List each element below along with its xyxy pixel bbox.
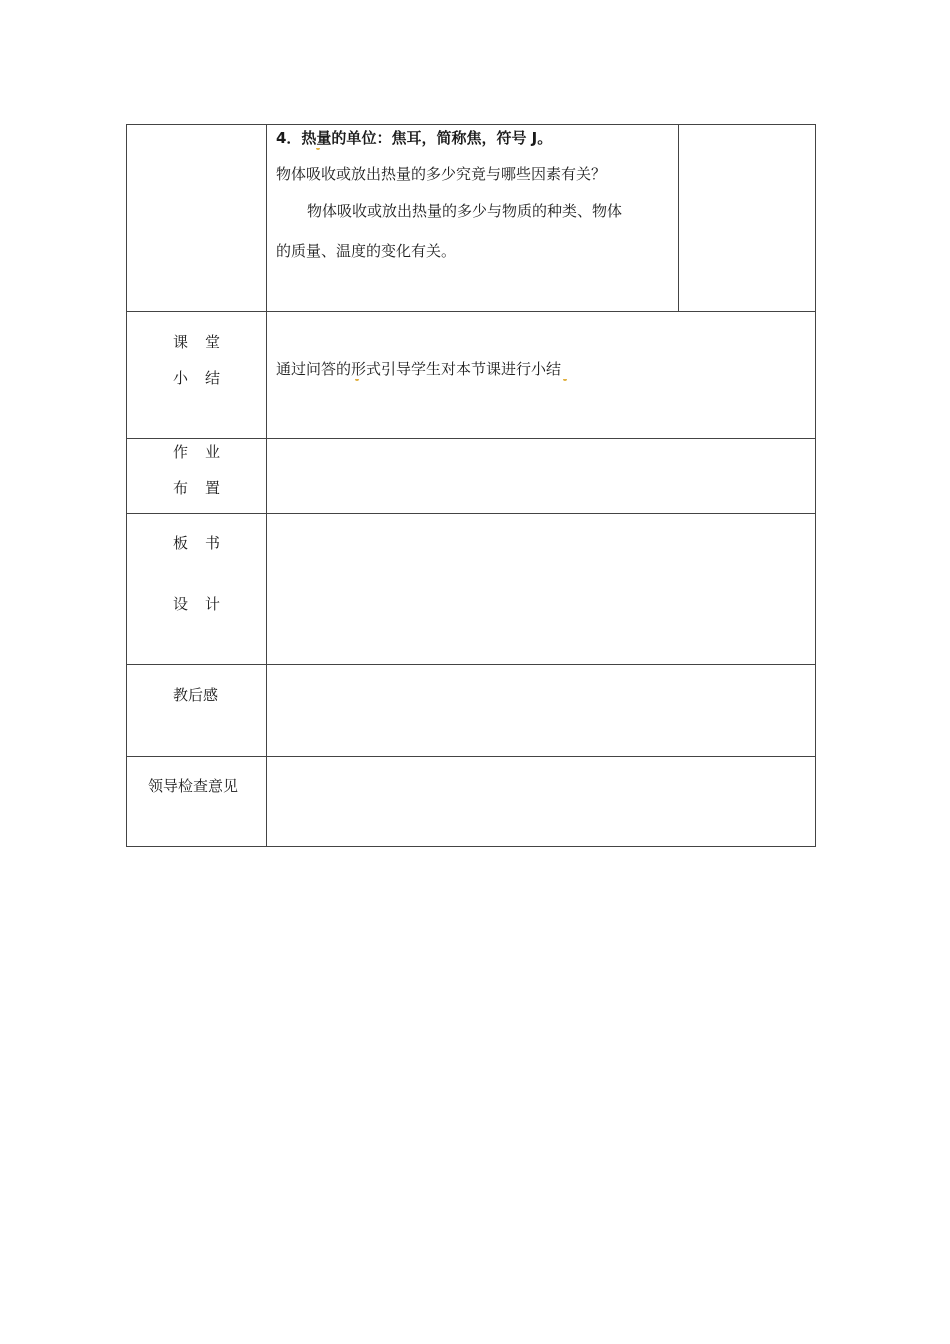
homework-label-char-3: 布 [173, 479, 189, 497]
row-divider-1 [126, 311, 816, 312]
row-divider-3 [126, 513, 816, 514]
review-label: 领导检查意见 [148, 777, 239, 795]
row-divider-4 [126, 664, 816, 665]
summary-label-char-4: 结 [205, 369, 221, 387]
summary-label-char-1: 课 [173, 333, 189, 351]
label-column-divider [266, 124, 267, 847]
answer-line-2: 的质量、温度的变化有关。 [276, 242, 457, 260]
table-border-left [126, 124, 127, 847]
homework-label-char-4: 置 [205, 479, 221, 497]
homework-label-char-2: 业 [205, 443, 221, 461]
annotation-mark [316, 145, 320, 150]
annotation-mark [563, 376, 567, 381]
board-label-char-3: 设 [173, 595, 189, 613]
summary-content: 通过问答的形式引导学生对本节课进行小结 [276, 360, 562, 378]
summary-label-char-2: 堂 [205, 333, 221, 351]
table-border-top [126, 124, 816, 125]
board-label-char-4: 计 [205, 595, 221, 613]
table-border-bottom [126, 846, 816, 847]
reflection-label: 教后感 [173, 686, 219, 704]
row-divider-2 [126, 438, 816, 439]
answer-line-1: 物体吸收或放出热量的多少与物质的种类、物体 [307, 202, 623, 220]
table-border-right [815, 124, 816, 847]
board-label-char-2: 书 [205, 534, 221, 552]
row-divider-5 [126, 756, 816, 757]
summary-label-char-3: 小 [173, 369, 189, 387]
row1-notes-divider [678, 124, 679, 312]
heat-unit-heading: 4．热量的单位：焦耳，简称焦，符号 J。 [276, 129, 553, 147]
board-label-char-1: 板 [173, 534, 189, 552]
homework-label-char-1: 作 [173, 443, 189, 461]
question-text: 物体吸收或放出热量的多少究竟与哪些因素有关？ [276, 165, 607, 183]
annotation-mark [355, 376, 359, 381]
